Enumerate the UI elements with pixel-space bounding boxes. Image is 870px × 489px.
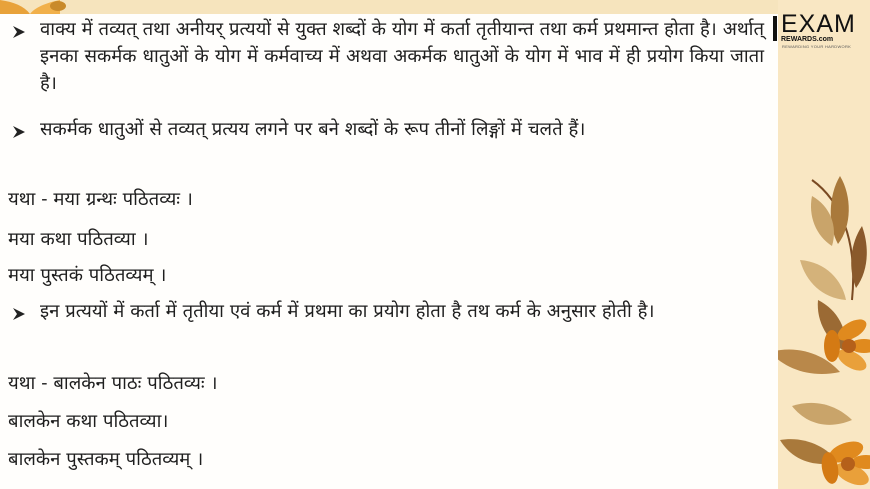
logo-tagline: REWARDING YOUR HARDWORK	[782, 44, 852, 49]
exam-rewards-logo	[770, 10, 868, 50]
leaf-branch-icon	[770, 176, 867, 464]
bullet-text: वाक्य में तव्यत् तथा अनीयर् प्रत्ययों से युक्त शब्दों के योग में कर्ता तृतीयान्त तथा कर्म प्रथमान्त होता है। अर्थात् इनका सकर्मक धातुओं के योग में कर्मवाच्य में अथवा अकर्मक धातुओं के योग में भाव में ही प्रयोग किया जाता है।	[40, 19, 764, 94]
arrow-bullet-icon	[12, 307, 26, 321]
logo-rewards-text: REWARDS.com	[781, 36, 834, 43]
logo-exam-text: EXAM	[781, 10, 856, 38]
example-line: यथा - बालकेन पाठः पठितव्यः ।	[8, 373, 218, 394]
logo-bar	[773, 16, 777, 41]
bullet-item	[8, 298, 760, 354]
orange-flower-icon	[819, 437, 870, 489]
bullet-text: इन प्रत्ययों में कर्ता में तृतीया एवं कर्म में प्रथमा का प्रयोग होता है तथ कर्म के अनुसार होती है।	[40, 301, 655, 322]
arrow-bullet-icon	[12, 125, 26, 139]
top-left-flower-icon	[0, 0, 66, 14]
bullet-text: सकर्मक धातुओं से तव्यत् प्रत्यय लगने पर बने शब्दों के रूप तीनों लिङ्गों में चलते हैं।	[40, 119, 586, 140]
example-line: बालकेन पुस्तकम् पठितव्यम् ।	[8, 449, 204, 470]
arrow-bullet-icon	[12, 25, 26, 39]
example-line: मया कथा पठितव्या ।	[8, 229, 149, 250]
example-line: मया पुस्तकं पठितव्यम् ।	[8, 265, 167, 286]
bullet-item	[8, 16, 764, 100]
bullet-item	[8, 116, 760, 172]
example-line: बालकेन कथा पठितव्या।	[8, 411, 169, 432]
example-line: यथा - मया ग्रन्थः पठितव्यः ।	[8, 189, 193, 210]
